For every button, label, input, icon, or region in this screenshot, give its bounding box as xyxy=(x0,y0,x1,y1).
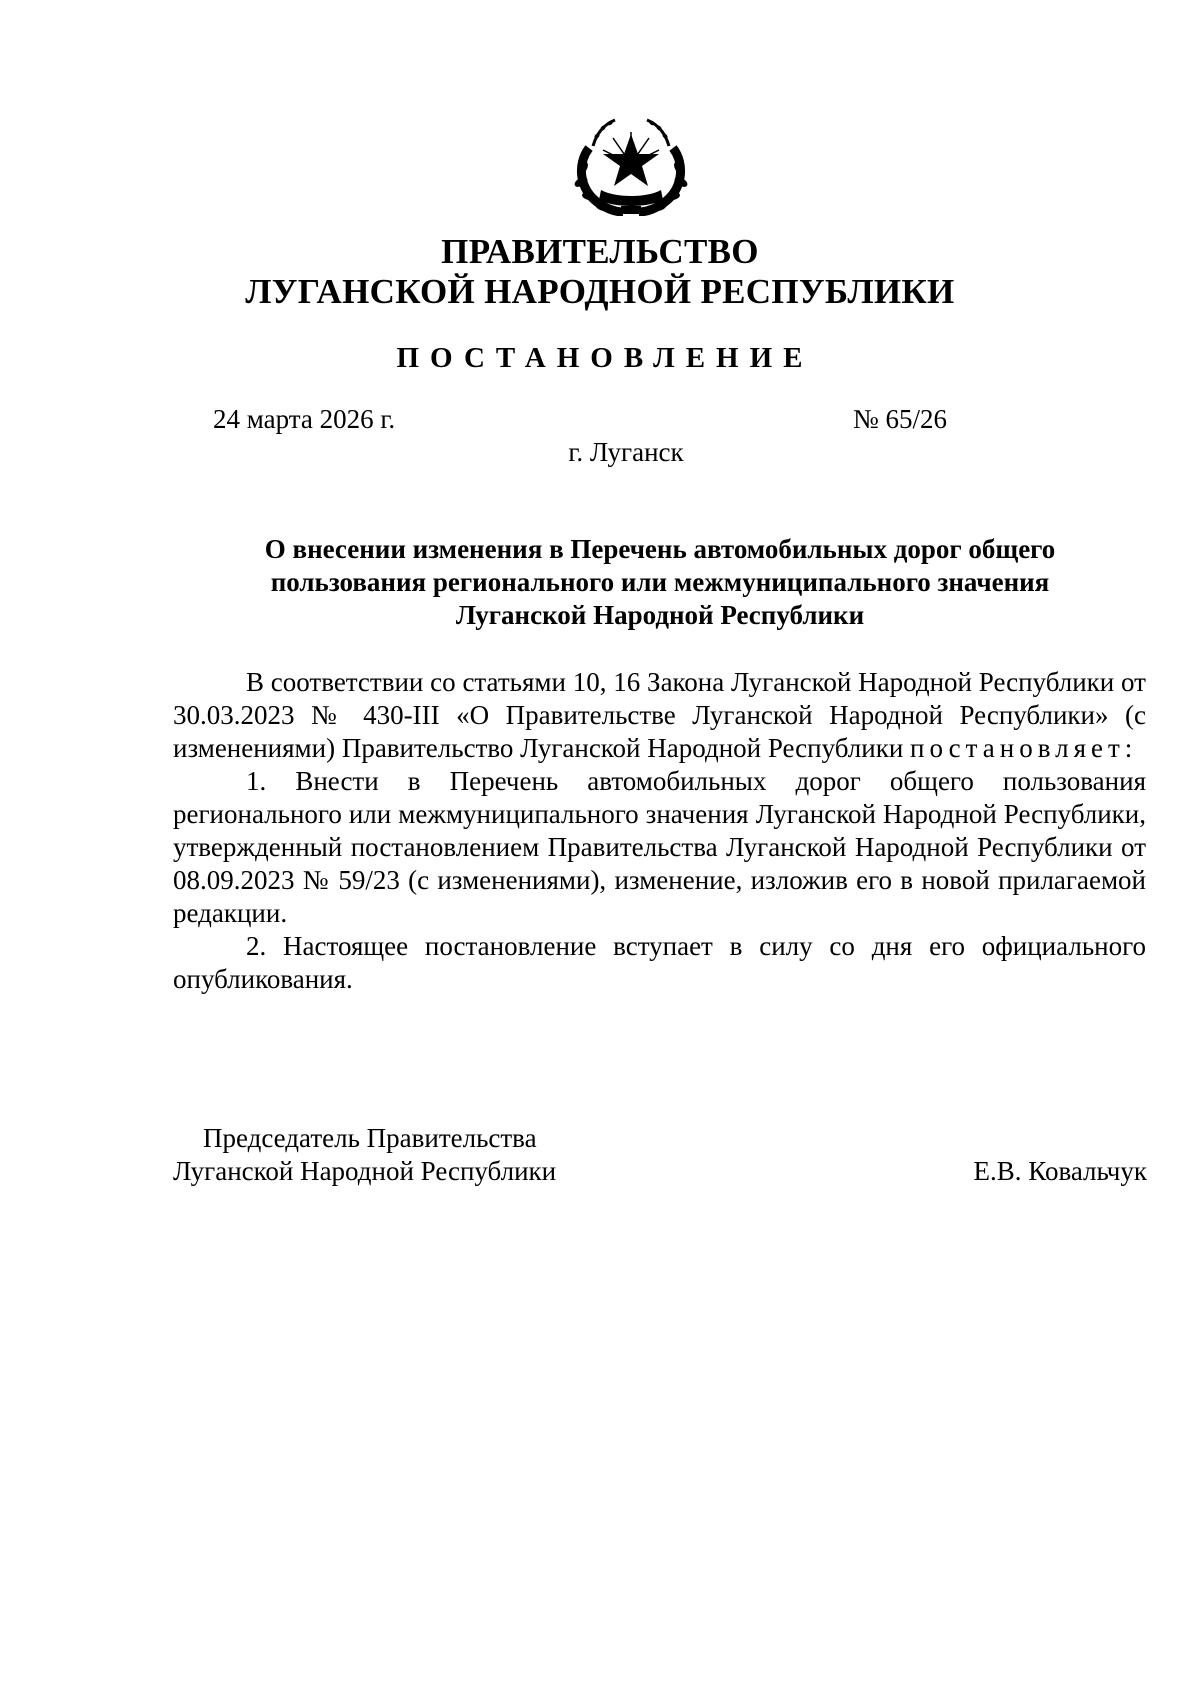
signatory-name: Е.В. Ковальчук xyxy=(973,1156,1147,1186)
org-title-line1: ПРАВИТЕЛЬСТВО xyxy=(441,232,759,271)
document-subject xyxy=(170,533,1150,632)
subject-line: О внесении изменения в Перечень автомобильных дорог общего xyxy=(264,534,1056,564)
preamble-paragraph xyxy=(173,666,1146,765)
subject-line: пользования регионального или межмуниципального значения xyxy=(270,567,1050,597)
item-2-paragraph: 2. Настоящее постановление вступает в силу со дня его официального опубликования. xyxy=(173,931,1146,994)
item-1-paragraph: 1. Внести в Перечень автомобильных дорог общего пользования регионального или межмуниципального значения Луганской Народной Республики, утвержденный постановлением Правительства Луганской Народной Республики от 08.09.2023 № 59/23 (с изменениями), изменение, изложив его в новой прилагаемой редакции. xyxy=(173,766,1146,928)
document-city: г. Луганск xyxy=(568,437,684,467)
document-body xyxy=(173,666,1146,996)
org-title-line2: ЛУГАНСКОЙ НАРОДНОЙ РЕСПУБЛИКИ xyxy=(245,272,955,311)
document-type: ПОСТАНОВЛЕНИЕ xyxy=(396,342,814,374)
coat-of-arms-icon xyxy=(571,108,691,216)
decree-word: постановляет: xyxy=(910,733,1138,763)
preamble-text: В соответствии со статьями 10, 16 Закона Луганской Народной Республики от 30.03.2023 № 430-III «О Правительстве Луганской Народной Республики» (с изменениями) Правительство Луганской Народной Республики xyxy=(173,667,1146,763)
signatory-position-line2: Луганской Народной Республики xyxy=(173,1156,557,1186)
subject-line: Луганской Народной Республики xyxy=(455,600,865,630)
document-date: 24 марта 2026 г. xyxy=(213,404,396,434)
signatory-position xyxy=(173,1122,556,1188)
document-number: № 65/26 xyxy=(853,404,948,434)
signatory-position-line1: Председатель Правительства xyxy=(203,1123,537,1153)
